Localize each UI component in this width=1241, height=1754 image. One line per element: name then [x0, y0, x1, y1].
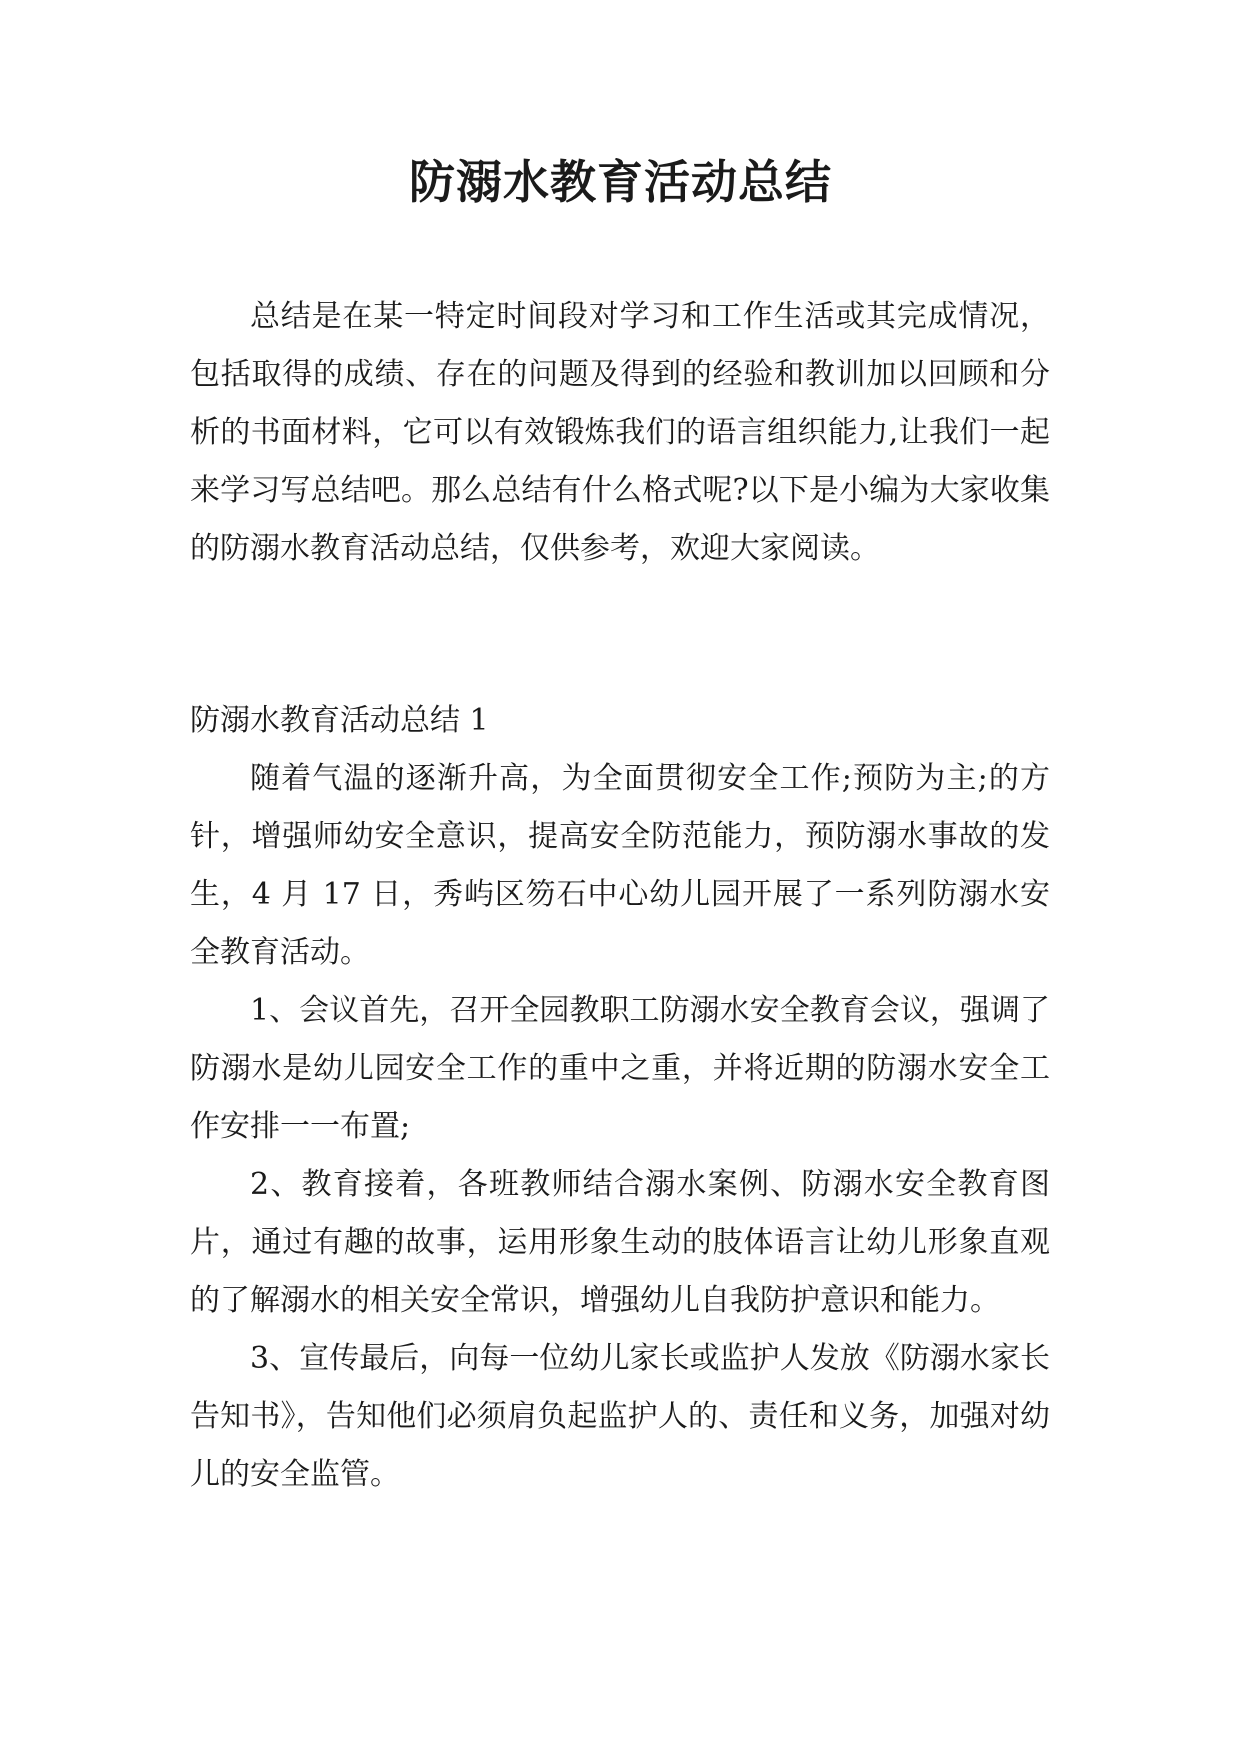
section-block [190, 692, 1050, 1504]
paragraph-intro: 随着气温的逐渐升高，为全面贯彻安全工作;预防为主;的方针，增强师幼安全意识，提高安全防范能力，预防溺水事故的发生，4 月 17 日，秀屿区笏石中心幼儿园开展了一系列防溺水安全教育活动。 [190, 761, 1050, 970]
intro-paragraph: 总结是在某一特定时间段对学习和工作生活或其完成情况，包括取得的成绩、存在的问题及得到的经验和教训加以回顾和分析的书面材料，它可以有效锻炼我们的语言组织能力,让我们一起来学习写总结吧。那么总结有什么格式呢?以下是小编为大家收集的防溺水教育活动总结，仅供参考，欢迎大家阅读。 [190, 299, 1050, 566]
section-title: 防溺水教育活动总结 1 [190, 703, 489, 738]
paragraph-meeting: 1、会议首先，召开全园教职工防溺水安全教育会议，强调了防溺水是幼儿园安全工作的重中之重，并将近期的防溺水安全工作安排一一布置; [190, 993, 1050, 1144]
paragraph-publicity: 3、宣传最后，向每一位幼儿家长或监护人发放《防溺水家长告知书》，告知他们必须肩负起监护人的、责任和义务，加强对幼儿的安全监管。 [190, 1341, 1050, 1492]
intro-block [190, 288, 1050, 578]
document-title: 防溺水教育活动总结 [409, 155, 832, 209]
paragraph-education: 2、教育接着，各班教师结合溺水案例、防溺水安全教育图片，通过有趣的故事，运用形象生动的肢体语言让幼儿形象直观的了解溺水的相关安全常识，增强幼儿自我防护意识和能力。 [190, 1167, 1050, 1318]
